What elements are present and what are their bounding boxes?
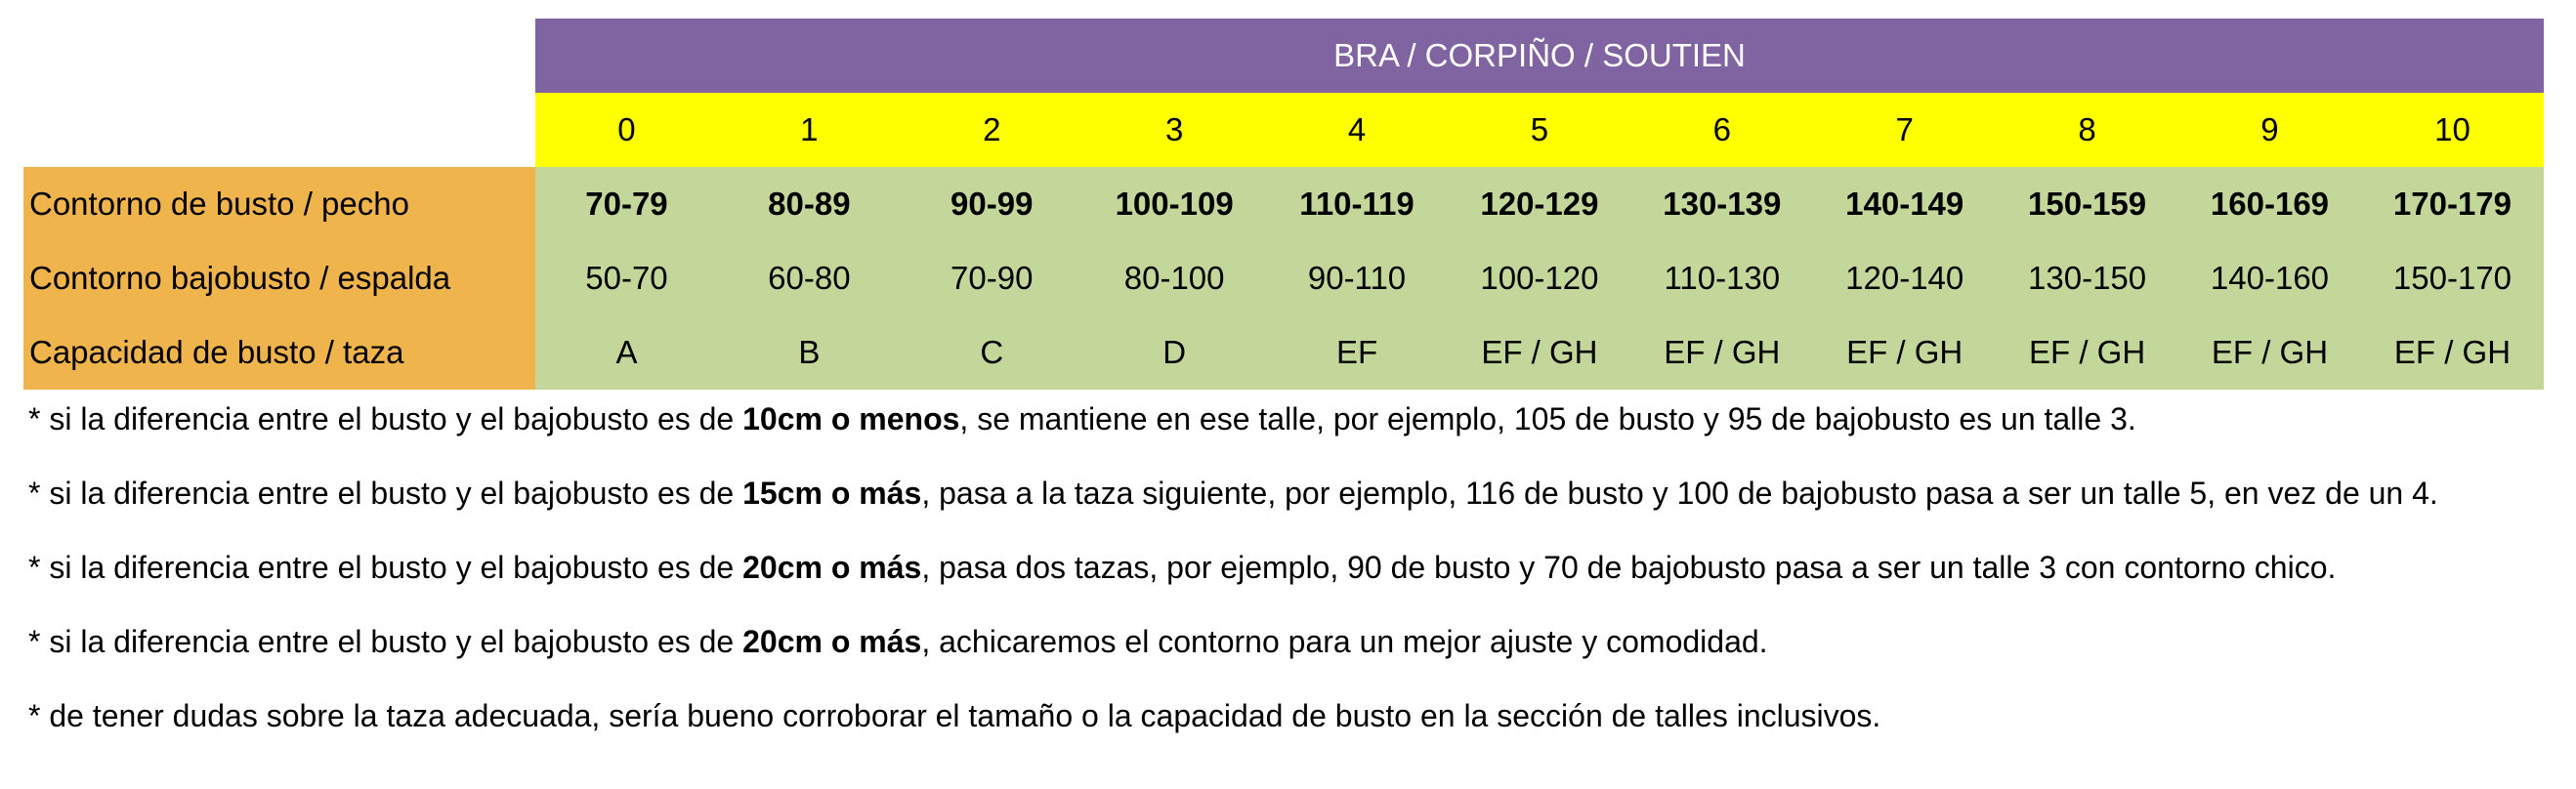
blank-corner — [23, 93, 535, 167]
note-emphasis: 15cm o más — [742, 476, 922, 511]
table-cell: C — [901, 315, 1083, 390]
note-text: , pasa a la taza siguiente, por ejemplo, 116 de busto y 100 de bajobusto pasa a ser un talle 5, en vez de un 4. — [921, 476, 2438, 511]
size-number: 6 — [1630, 93, 1813, 167]
note-emphasis: 20cm o más — [742, 550, 922, 585]
size-number: 7 — [1813, 93, 1996, 167]
table-cell: 80-100 — [1083, 241, 1266, 315]
row-label-busto: Contorno de busto / pecho — [23, 167, 535, 241]
table-cell: 120-129 — [1448, 167, 1630, 241]
table-cell: 110-130 — [1630, 241, 1813, 315]
note-text: * de tener dudas sobre la taza adecuada, sería bueno corroborar el tamaño o la capacidad de busto en la sección de talles inclusivos. — [28, 698, 1881, 733]
table-row-taza — [23, 315, 2544, 390]
table-cell: EF / GH — [1448, 315, 1630, 390]
table-cell: 140-160 — [2178, 241, 2361, 315]
note-text: * si la diferencia entre el busto y el bajobusto es de — [28, 624, 743, 659]
note-line — [28, 697, 2568, 771]
note-line — [28, 475, 2568, 549]
table-cell: 140-149 — [1813, 167, 1996, 241]
table-row-bajobusto — [23, 241, 2544, 315]
table-cell: 90-110 — [1266, 241, 1449, 315]
note-line — [28, 623, 2568, 697]
table-cell: 80-89 — [718, 167, 901, 241]
table-cell: 160-169 — [2178, 167, 2361, 241]
note-text: , se mantiene en ese talle, por ejemplo, 105 de busto y 95 de bajobusto es un talle 3. — [959, 401, 2136, 436]
row-label-bajobusto: Contorno bajobusto / espalda — [23, 241, 535, 315]
size-number: 2 — [901, 93, 1083, 167]
table-cell: EF — [1266, 315, 1449, 390]
size-table — [23, 19, 2544, 390]
notes-list — [28, 400, 2568, 771]
size-number: 9 — [2178, 93, 2361, 167]
note-text: * si la diferencia entre el busto y el bajobusto es de — [28, 476, 743, 511]
table-cell: EF / GH — [2178, 315, 2361, 390]
note-text: , achicaremos el contorno para un mejor ajuste y comodidad. — [921, 624, 1768, 659]
table-cell: 150-159 — [1996, 167, 2178, 241]
table-cell: 110-119 — [1266, 167, 1449, 241]
note-text: * si la diferencia entre el busto y el bajobusto es de — [28, 401, 743, 436]
table-cell: A — [535, 315, 718, 390]
note-emphasis: 10cm o menos — [742, 401, 960, 436]
row-label-taza: Capacidad de busto / taza — [23, 315, 535, 390]
table-title: BRA / CORPIÑO / SOUTIEN — [535, 19, 2544, 93]
size-number: 1 — [718, 93, 901, 167]
note-text: * si la diferencia entre el busto y el bajobusto es de — [28, 550, 743, 585]
table-cell: 100-120 — [1448, 241, 1630, 315]
table-cell: 70-79 — [535, 167, 718, 241]
note-line — [28, 400, 2568, 475]
table-cell: 130-150 — [1996, 241, 2178, 315]
size-number-row — [23, 93, 2544, 167]
note-emphasis: 20cm o más — [742, 624, 922, 659]
table-cell: 100-109 — [1083, 167, 1266, 241]
table-cell: 130-139 — [1630, 167, 1813, 241]
size-number: 8 — [1996, 93, 2178, 167]
table-cell: EF / GH — [1630, 315, 1813, 390]
note-line — [28, 549, 2568, 623]
table-cell: 70-90 — [901, 241, 1083, 315]
table-cell: EF / GH — [1813, 315, 1996, 390]
table-cell: D — [1083, 315, 1266, 390]
size-number: 0 — [535, 93, 718, 167]
table-cell: 170-179 — [2361, 167, 2544, 241]
table-cell: 90-99 — [901, 167, 1083, 241]
size-number: 4 — [1266, 93, 1449, 167]
table-cell: 50-70 — [535, 241, 718, 315]
size-number: 10 — [2361, 93, 2544, 167]
table-cell: B — [718, 315, 901, 390]
table-cell: 150-170 — [2361, 241, 2544, 315]
table-cell: 60-80 — [718, 241, 901, 315]
table-cell: EF / GH — [2361, 315, 2544, 390]
note-text: , pasa dos tazas, por ejemplo, 90 de busto y 70 de bajobusto pasa a ser un talle 3 con contorno chico. — [921, 550, 2337, 585]
blank-corner — [23, 19, 535, 93]
title-row — [23, 19, 2544, 93]
table-cell: EF / GH — [1996, 315, 2178, 390]
size-number: 5 — [1448, 93, 1630, 167]
size-number: 3 — [1083, 93, 1266, 167]
table-cell: 120-140 — [1813, 241, 1996, 315]
table-row-busto — [23, 167, 2544, 241]
